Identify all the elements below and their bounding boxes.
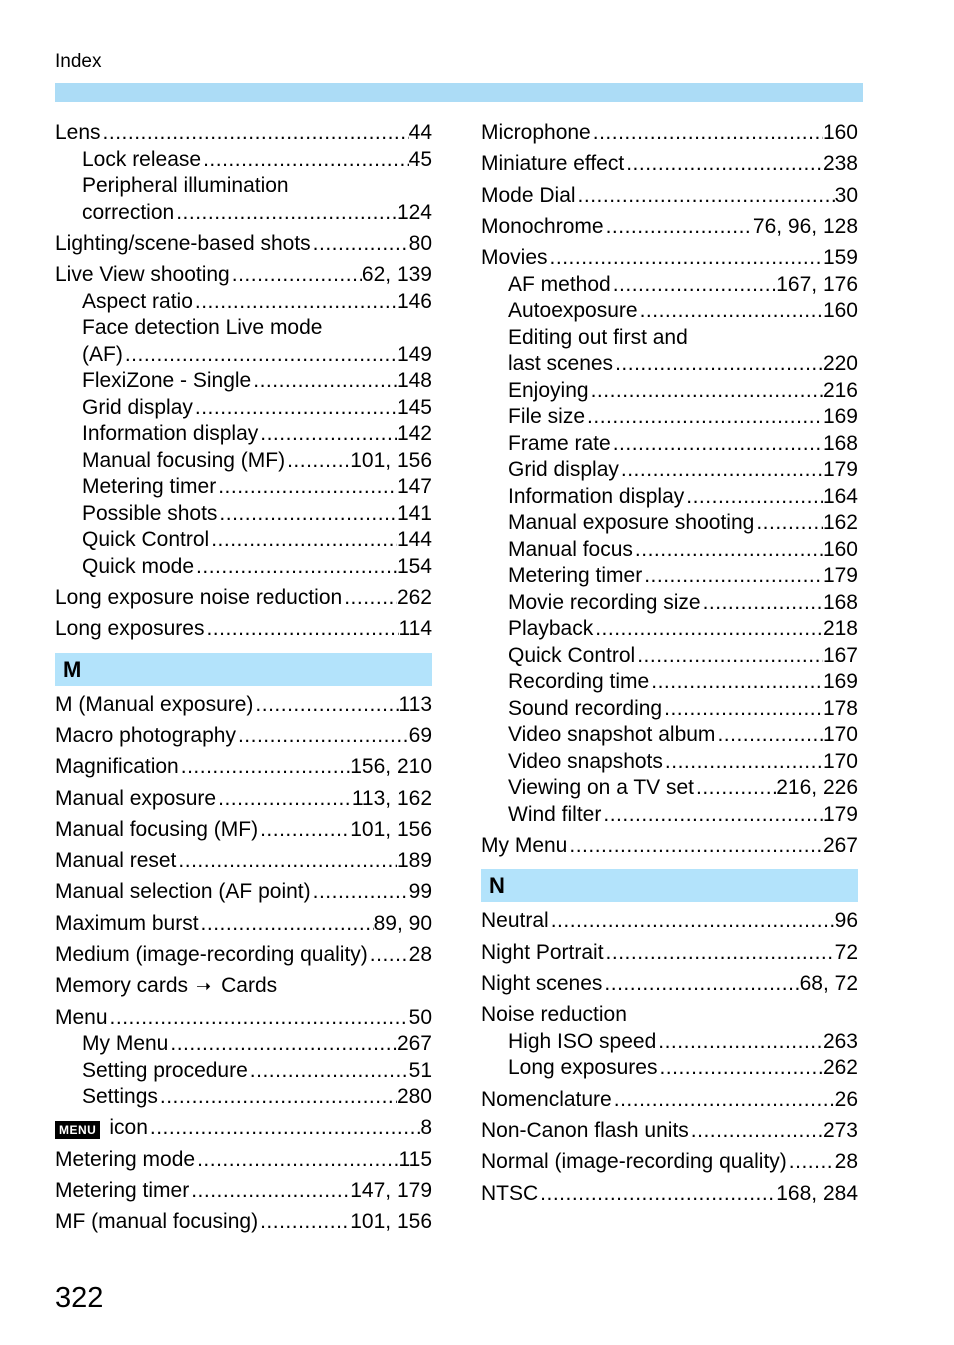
- entry-pages: 167: [822, 643, 858, 667]
- entry-pages: 164: [822, 484, 858, 508]
- dot-leader: [193, 395, 397, 422]
- dot-leader: [123, 342, 397, 369]
- dot-leader: [368, 942, 409, 969]
- entry-term: Manual focusing (MF): [55, 817, 259, 841]
- entry-pages: 148: [396, 369, 432, 393]
- entry-pages: 160: [822, 299, 858, 323]
- dot-leader: [189, 1178, 350, 1205]
- entry-pages: 170: [822, 749, 858, 773]
- index-subentry: [481, 802, 858, 829]
- dot-leader: [635, 643, 823, 670]
- dot-leader: [168, 1031, 397, 1058]
- header-label: Index: [55, 51, 102, 72]
- entry-term: Night Portrait: [481, 940, 604, 964]
- entry-pages: 220: [822, 352, 858, 376]
- entry-pages: 168: [822, 590, 858, 614]
- dot-leader: [193, 289, 397, 316]
- entry-term: Quick Control: [508, 643, 636, 667]
- entry-term: Movie recording size: [508, 590, 701, 614]
- entry-term: My Menu: [82, 1032, 169, 1056]
- index-entry: [481, 1149, 858, 1176]
- entry-term: Long exposures: [55, 617, 205, 641]
- index-entry: [55, 231, 432, 258]
- entry-term: (AF): [82, 342, 123, 366]
- entry-pages: 145: [396, 395, 432, 419]
- entry-term: Memory cards: [55, 974, 189, 998]
- dot-leader: [601, 802, 823, 829]
- index-subentry: [481, 378, 858, 405]
- index-entry: [55, 723, 432, 750]
- entry-term: Nomenclature: [481, 1087, 612, 1111]
- index-subentry: [55, 368, 432, 395]
- entry-term: Lens: [55, 121, 101, 144]
- dot-leader: [613, 351, 823, 378]
- index-entry: [55, 973, 432, 1000]
- dot-leader: [179, 754, 351, 781]
- dot-leader: [689, 1118, 823, 1145]
- entry-pages: 170: [822, 723, 858, 747]
- menu-icon: MENU: [55, 1121, 100, 1139]
- index-subentry: [481, 298, 858, 325]
- dot-leader: [694, 775, 776, 802]
- dot-leader: [285, 448, 350, 475]
- entry-term: Information display: [508, 484, 685, 508]
- index-entry: [55, 1209, 432, 1236]
- entry-term: Manual exposure shooting: [508, 511, 755, 535]
- entry-term: Movies: [481, 246, 548, 270]
- entry-term: Menu: [55, 1005, 108, 1029]
- entry-pages: 113: [398, 692, 432, 716]
- see-arrow-icon: ➝: [196, 976, 212, 997]
- entry-term: Normal (image-recording quality): [481, 1150, 787, 1174]
- entry-term: Manual reset: [55, 849, 177, 873]
- index-entry: [481, 833, 858, 860]
- entry-term: Maximum burst: [55, 911, 199, 935]
- entry-term: Aspect ratio: [82, 289, 193, 313]
- entry-pages: 101, 156: [350, 1210, 432, 1234]
- dot-leader: [204, 616, 398, 643]
- entry-term: Lock release: [82, 147, 202, 171]
- entry-pages: 96: [834, 909, 858, 933]
- dot-leader: [108, 1005, 409, 1032]
- index-subentry: [55, 173, 432, 200]
- entry-term: Neutral: [481, 909, 549, 933]
- entry-pages: 216: [822, 378, 858, 402]
- entry-pages: 189: [396, 849, 432, 873]
- dot-leader: [176, 848, 397, 875]
- dot-leader: [217, 501, 397, 528]
- dot-leader: [216, 786, 352, 813]
- index-subentry: [481, 1055, 858, 1082]
- entry-pages: 44: [408, 121, 432, 144]
- entry-pages: 216, 226: [776, 776, 858, 800]
- entry-pages: 168: [822, 431, 858, 455]
- dot-leader: [258, 1209, 350, 1236]
- index-subentry: [481, 484, 858, 511]
- entry-term: Long exposures: [508, 1056, 658, 1080]
- dot-leader: [656, 1029, 823, 1056]
- index-entry: [481, 245, 858, 272]
- entry-pages: 124: [396, 200, 432, 224]
- entry-pages: 147, 179: [350, 1179, 432, 1203]
- index-subentry: [55, 147, 432, 174]
- dot-leader: [209, 527, 397, 554]
- entry-pages: 72: [834, 940, 858, 964]
- entry-term: File size: [508, 405, 586, 429]
- entry-pages: 69: [408, 723, 432, 747]
- index-column-right: [481, 120, 858, 1207]
- dot-leader: [195, 1147, 398, 1174]
- entry-term: Miniature effect: [481, 152, 625, 176]
- index-entry: [55, 817, 432, 844]
- index-entry: [481, 120, 858, 147]
- index-subentry: [481, 1029, 858, 1056]
- index-entry: [481, 1118, 858, 1145]
- entry-pages: 115: [398, 1147, 432, 1171]
- index-subentry: [55, 342, 432, 369]
- index-entry: [55, 585, 432, 612]
- entry-pages: 76, 96, 128: [752, 214, 858, 238]
- index-subentry: [55, 474, 432, 501]
- dot-leader: [585, 404, 823, 431]
- dot-leader: [684, 484, 823, 511]
- index-subentry: [481, 457, 858, 484]
- index-entry: [481, 908, 858, 935]
- entry-term: Wind filter: [508, 802, 602, 826]
- dot-leader: [148, 1115, 420, 1142]
- entry-pages: 280: [396, 1085, 432, 1109]
- entry-term: NTSC: [481, 1181, 539, 1205]
- entry-term: MF (manual focusing): [55, 1210, 259, 1234]
- index-entry: [55, 786, 432, 813]
- dot-leader: [657, 1055, 823, 1082]
- dot-leader: [611, 272, 777, 299]
- index-subentry: [55, 289, 432, 316]
- index-subentry: [55, 1084, 432, 1111]
- index-entry: [55, 879, 432, 906]
- entry-pages: 238: [822, 152, 858, 176]
- entry-term: Non-Canon flash units: [481, 1118, 689, 1142]
- index-entry: [481, 214, 858, 241]
- dot-leader: [158, 1084, 397, 1111]
- entry-term: Possible shots: [82, 501, 218, 525]
- entry-pages: 50: [408, 1005, 432, 1029]
- entry-pages: 144: [396, 528, 432, 552]
- see-reference: Cards: [221, 974, 278, 998]
- entry-term: Video snapshots: [508, 749, 663, 773]
- index-subentry: [55, 421, 432, 448]
- dot-leader: [638, 298, 823, 325]
- entry-term: Sound recording: [508, 696, 663, 720]
- index-subentry: [481, 669, 858, 696]
- index-subentry: [55, 554, 432, 581]
- entry-pages: 114: [398, 617, 432, 641]
- dot-leader: [754, 510, 823, 537]
- entry-pages: 179: [822, 564, 858, 588]
- index-entry: [55, 1005, 432, 1032]
- entry-term: FlexiZone - Single: [82, 369, 252, 393]
- dot-leader: [548, 245, 823, 272]
- entry-pages: 178: [822, 696, 858, 720]
- dot-leader: [248, 1058, 409, 1085]
- dot-leader: [201, 147, 409, 174]
- entry-term: Enjoying: [508, 378, 589, 402]
- entry-term: AF method: [508, 272, 611, 296]
- dot-leader: [701, 590, 823, 617]
- entry-pages: 267: [822, 833, 858, 857]
- index-subentry: [55, 200, 432, 227]
- entry-pages: 147: [396, 475, 432, 499]
- index-entry: [55, 692, 432, 719]
- dot-leader: [311, 231, 409, 258]
- index-entry: [55, 1147, 432, 1174]
- entry-term: Recording time: [508, 670, 650, 694]
- entry-pages: 99: [408, 880, 432, 904]
- dot-leader: [662, 696, 823, 723]
- entry-term: My Menu: [481, 833, 568, 857]
- entry-term: Information display: [82, 422, 259, 446]
- entry-term: Grid display: [508, 458, 619, 482]
- entry-term: Manual focus: [508, 537, 633, 561]
- entry-pages: 89, 90: [373, 911, 432, 935]
- entry-pages: 162: [822, 511, 858, 535]
- index-entry: [481, 971, 858, 998]
- index-subentry: [481, 431, 858, 458]
- entry-term: Face detection Live mode: [82, 316, 323, 340]
- dot-leader: [549, 908, 835, 935]
- index-entry: [481, 1087, 858, 1114]
- index-entry: [481, 151, 858, 178]
- entry-term: Magnification: [55, 755, 179, 779]
- entry-term: Editing out first and: [508, 325, 688, 349]
- entry-term: M (Manual exposure): [55, 692, 254, 716]
- entry-term: Night scenes: [481, 972, 603, 996]
- entry-term: Settings: [82, 1085, 158, 1109]
- index-entry: [55, 120, 432, 147]
- dot-leader: [619, 457, 823, 484]
- entry-term: Playback: [508, 617, 594, 641]
- entry-pages: 141: [396, 501, 432, 525]
- entry-term: last scenes: [508, 352, 614, 376]
- index-entry: [55, 911, 432, 938]
- dot-leader: [236, 723, 409, 750]
- dot-leader: [649, 669, 823, 696]
- index-subentry: [55, 395, 432, 422]
- entry-pages: 62, 139: [361, 263, 432, 287]
- entry-pages: 156, 210: [350, 755, 432, 779]
- entry-pages: 101, 156: [350, 448, 432, 472]
- dot-leader: [787, 1149, 835, 1176]
- dot-leader: [604, 940, 835, 967]
- index-entry: [481, 1002, 858, 1029]
- index-entry: [55, 754, 432, 781]
- index-entry: [55, 1115, 432, 1142]
- entry-term: Quick mode: [82, 554, 195, 578]
- entry-pages: 262: [822, 1056, 858, 1080]
- dot-leader: [230, 262, 362, 289]
- index-subentry: [481, 590, 858, 617]
- index-entry: [55, 262, 432, 289]
- section-heading: M: [55, 653, 432, 686]
- entry-term: Manual selection (AF point): [55, 880, 311, 904]
- entry-pages: 146: [396, 289, 432, 313]
- index-column-left: [55, 120, 432, 1236]
- entry-term: Monochrome: [481, 214, 604, 238]
- entry-pages: 169: [822, 405, 858, 429]
- entry-pages: 263: [822, 1029, 858, 1053]
- entry-term: Mode Dial: [481, 183, 576, 207]
- dot-leader: [715, 722, 823, 749]
- page-number: 322: [55, 1282, 104, 1314]
- dot-leader: [642, 563, 823, 590]
- index-entry: [55, 942, 432, 969]
- entry-term: Macro photography: [55, 723, 236, 747]
- index-entry: [481, 940, 858, 967]
- entry-term: Metering timer: [82, 475, 217, 499]
- index-subentry: [55, 315, 432, 342]
- index-subentry: [481, 775, 858, 802]
- index-subentry: [55, 1058, 432, 1085]
- entry-term: Manual focusing (MF): [82, 448, 286, 472]
- entry-pages: 45: [408, 147, 432, 171]
- index-subentry: [481, 643, 858, 670]
- entry-term: Peripheral illumination: [82, 174, 289, 197]
- dot-leader: [311, 879, 409, 906]
- index-subentry: [481, 749, 858, 776]
- index-subentry: [55, 448, 432, 475]
- index-subentry: [481, 537, 858, 564]
- index-subentry: [481, 563, 858, 590]
- index-subentry: [481, 616, 858, 643]
- dot-leader: [194, 554, 397, 581]
- dot-leader: [251, 368, 397, 395]
- dot-leader: [258, 817, 350, 844]
- entry-term: Metering timer: [55, 1179, 190, 1203]
- dot-leader: [342, 585, 397, 612]
- dot-leader: [589, 378, 823, 405]
- entry-pages: 168, 284: [776, 1181, 858, 1205]
- entry-pages: 142: [396, 422, 432, 446]
- dot-leader: [663, 749, 823, 776]
- entry-term: Quick Control: [82, 528, 210, 552]
- dot-leader: [633, 537, 823, 564]
- entry-pages: 262: [396, 585, 432, 609]
- entry-pages: 267: [396, 1032, 432, 1056]
- dot-leader: [216, 474, 397, 501]
- index-subentry: [481, 510, 858, 537]
- dot-leader: [611, 431, 823, 458]
- entry-term: Viewing on a TV set: [508, 776, 695, 800]
- entry-term: Grid display: [82, 395, 193, 419]
- entry-term: Lighting/scene-based shots: [55, 231, 311, 255]
- index-entry: [481, 1181, 858, 1208]
- entry-term: Live View shooting: [55, 263, 230, 287]
- dot-leader: [101, 120, 409, 147]
- entry-pages: 28: [834, 1150, 858, 1174]
- entry-term: Noise reduction: [481, 1003, 627, 1027]
- entry-pages: 149: [396, 342, 432, 366]
- index-subentry: [481, 696, 858, 723]
- dot-leader: [591, 120, 823, 147]
- entry-pages: 167, 176: [776, 272, 858, 296]
- dot-leader: [567, 833, 823, 860]
- index-subentry: [481, 325, 858, 352]
- entry-pages: 179: [822, 802, 858, 826]
- entry-term: High ISO speed: [508, 1029, 657, 1053]
- entry-term: correction: [82, 200, 175, 224]
- entry-pages: 159: [822, 246, 858, 270]
- entry-pages: 218: [822, 617, 858, 641]
- index-subentry: [481, 351, 858, 378]
- entry-term: Metering mode: [55, 1147, 196, 1171]
- entry-pages: 169: [822, 670, 858, 694]
- dot-leader: [258, 421, 397, 448]
- index-subentry: [481, 272, 858, 299]
- index-entry: [55, 1178, 432, 1205]
- entry-term: Microphone: [481, 121, 591, 144]
- entry-term: Long exposure noise reduction: [55, 585, 343, 609]
- entry-pages: 51: [408, 1058, 432, 1082]
- entry-term: Video snapshot album: [508, 723, 716, 747]
- entry-pages: 113, 162: [351, 786, 432, 810]
- index-subentry: [481, 404, 858, 431]
- index-subentry: [55, 1031, 432, 1058]
- entry-term: Manual exposure: [55, 786, 217, 810]
- section-heading: N: [481, 869, 858, 902]
- entry-pages: 68, 72: [799, 972, 858, 996]
- entry-term: Frame rate: [508, 431, 611, 455]
- entry-pages: 101, 156: [350, 817, 432, 841]
- entry-pages: 26: [834, 1087, 858, 1111]
- entry-pages: 30: [834, 183, 858, 207]
- dot-leader: [624, 151, 823, 178]
- entry-pages: 80: [408, 231, 432, 255]
- dot-leader: [604, 214, 753, 241]
- entry-pages: 179: [822, 458, 858, 482]
- dot-leader: [612, 1087, 835, 1114]
- dot-leader: [199, 911, 374, 938]
- entry-term: Autoexposure: [508, 299, 638, 323]
- entry-term: Medium (image-recording quality): [55, 943, 368, 967]
- entry-term: icon: [109, 1116, 148, 1140]
- entry-pages: 28: [408, 943, 432, 967]
- index-entry: [55, 848, 432, 875]
- entry-term: Setting procedure: [82, 1058, 248, 1082]
- entry-pages: 273: [822, 1118, 858, 1142]
- dot-leader: [253, 692, 398, 719]
- dot-leader: [602, 971, 799, 998]
- entry-pages: 8: [420, 1116, 432, 1140]
- header-bar: [55, 83, 863, 102]
- index-subentry: [481, 722, 858, 749]
- index-entry: [481, 183, 858, 210]
- entry-pages: 154: [396, 554, 432, 578]
- dot-leader: [174, 200, 397, 227]
- index-subentry: [55, 527, 432, 554]
- entry-term: Metering timer: [508, 564, 643, 588]
- dot-leader: [593, 616, 823, 643]
- index-entry: [55, 616, 432, 643]
- entry-pages: 160: [822, 121, 858, 144]
- index-subentry: [55, 501, 432, 528]
- entry-pages: 160: [822, 537, 858, 561]
- dot-leader: [576, 183, 835, 210]
- dot-leader: [538, 1181, 776, 1208]
